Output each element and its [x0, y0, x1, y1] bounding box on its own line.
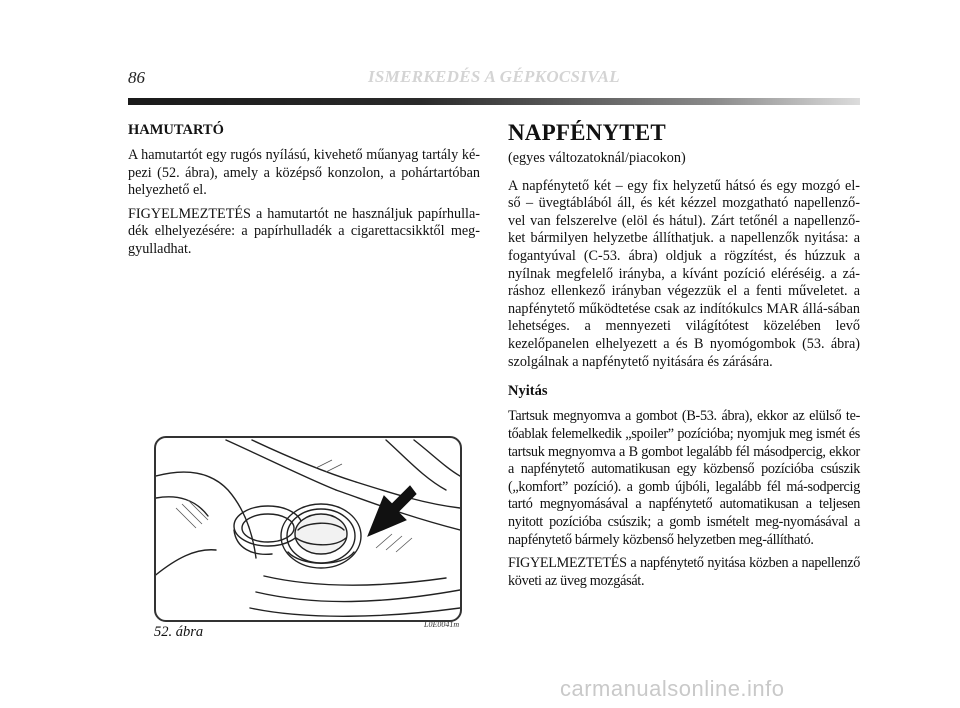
- watermark: carmanualsonline.info: [560, 676, 785, 701]
- opening-subheading: Nyitás: [508, 383, 548, 400]
- section-title: ISMERKEDÉS A GÉPKOCSIVAL: [368, 67, 620, 86]
- figure-caption: 52. ábra: [154, 624, 204, 640]
- right-column: [508, 120, 860, 596]
- ashtray-heading: HAMUTARTÓ: [128, 122, 224, 138]
- ashtray-warning-paragraph: FIGYELMEZTETÉS a hamutartót ne használjuk papírhulla-dék elhelyezésére: a papírhulladék a cigarettacsikktől meg-gyulladhat.: [128, 205, 480, 258]
- page-number: 86: [128, 68, 145, 87]
- sunroof-paragraph: A napfénytető két – egy fix helyzetű hátsó és egy mozgó el-ső – üvegtáblából áll, és két kézzel mozgatható napellenző-vel van felszerelve (elöl és hátul). Zárt tetőnél a napellenző-ket bármilyen helyzetbe állíthatjuk. a napellenzők nyitása: a fogantyúval (C-53. ábra) oldjuk a rögzítést, és húzzuk a nyílnak megfelelő irányba, a kívánt pozíció eléréséig. a zá-ráshoz ellenkező irányban végezzük el a fenti műveletet. a napfénytető működtetése csak az indítókulcs MAR állá-sában lehetséges. a mennyezeti világítótest közelében levő kezelőpanelen elhelyezett a és B nyomógombok (53. ábra) szolgálnak a napfénytető nyitására és zárására.: [508, 177, 860, 370]
- header-rule: [128, 98, 860, 105]
- figure-code: L0E0041m: [424, 620, 460, 629]
- sunroof-warning-paragraph: FIGYELMEZTETÉS a napfénytető nyitása közben a napellenző követi az üveg mozgását.: [508, 555, 860, 589]
- sunroof-subtitle: (egyes változatoknál/piacokon): [508, 150, 686, 166]
- sunroof-heading: NAPFÉNYTET: [508, 120, 666, 145]
- left-column: [128, 122, 480, 265]
- opening-paragraph: Tartsuk megnyomva a gombot (B-53. ábra), ekkor az elülső te-tőablak felemelkedik „spoiler” pozícióba; nyomjuk meg ismét és tartsuk megnyomva a B gombot legalább fél másodpercig, ekkor a napfénytető automatikusan egy közbenső pozícióba csúszik („komfort” pozíció). a gomb újbóli, legalább fél má-sodpercig tartó megnyomásával a napfénytető automatikusan a teljesen nyitott pozícióba csúszik; a gomb ismételt meg-nyomásával a napfénytető bármely közbenső helyzetben meg-állítható.: [508, 408, 860, 548]
- ashtray-illustration: [156, 438, 460, 620]
- ashtray-paragraph: A hamutartót egy rugós nyílású, kivehető műanyag tartály ké-pezi (52. ábra), amely a középső konzolon, a pohártartóban helyezhető el.: [128, 147, 480, 199]
- ashtray-figure: [154, 436, 462, 622]
